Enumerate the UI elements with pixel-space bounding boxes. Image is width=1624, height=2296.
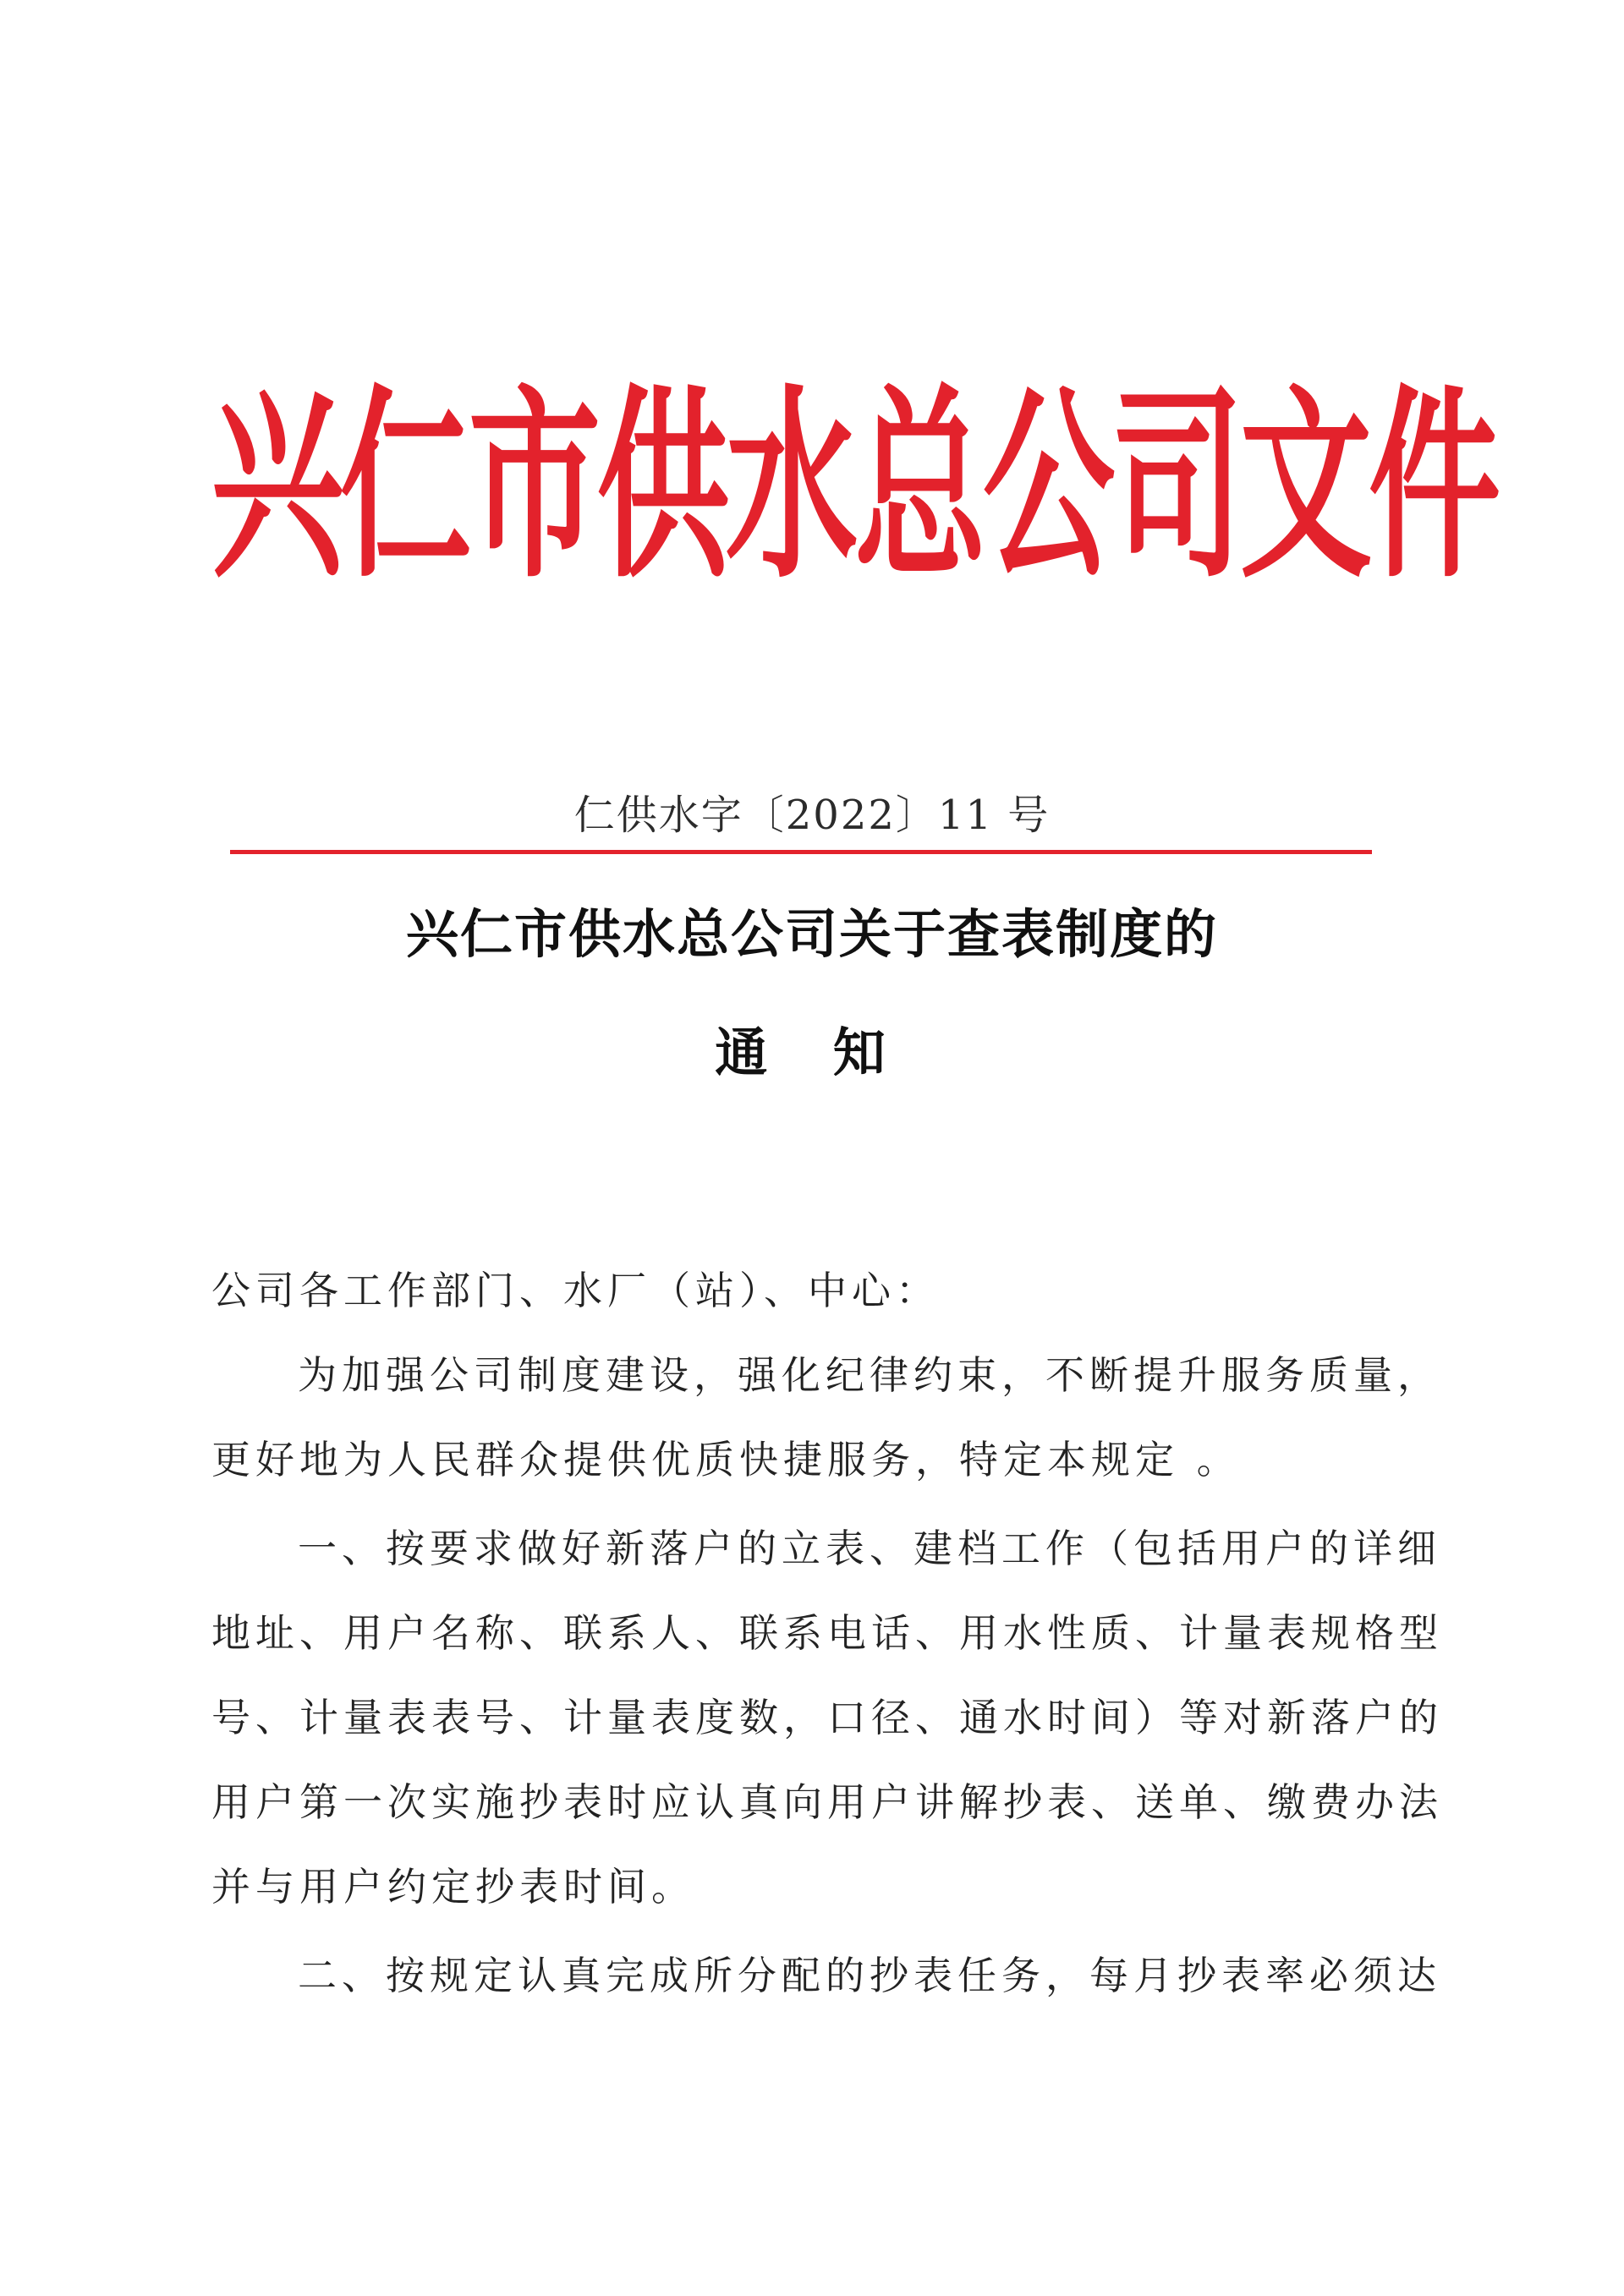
body-paragraph-line: 为加强公司制度建设，强化纪律约束，不断提升服务质量， — [298, 1352, 1441, 1398]
body-paragraph-line: 号、计量表表号、计量表度数，口径、通水时间）等对新落户的 — [211, 1695, 1443, 1740]
body-paragraph-line: 二、按规定认真完成所分配的抄表任务，每月抄表率必须达 — [298, 1953, 1441, 1998]
body-paragraph-line: 并与用户约定抄表时间。 — [211, 1864, 695, 1910]
document-number: 仁供水字〔2022〕11 号 — [573, 792, 1051, 839]
document-title-line-1: 兴仁市供水总公司关于查表制度的 — [405, 903, 1218, 965]
addressee: 公司各工作部门、水厂（站）、中心： — [211, 1268, 940, 1313]
body-paragraph-line: 地址、用户名称、联系人、联系电话、用水性质、计量表规格型 — [211, 1610, 1443, 1656]
body-paragraph-line: 更好地为人民群众提供优质快捷服务，特定本规定 。 — [211, 1437, 1241, 1482]
body-paragraph-line: 一、按要求做好新落户的立表、建档工作（包括用户的详细 — [298, 1526, 1441, 1571]
document-title-line-2: 通 知 — [715, 1022, 909, 1083]
document-issuer-header: 兴仁市供水总公司文件 — [211, 365, 1497, 606]
body-paragraph-line: 用户第一次实施抄表时应认真向用户讲解抄表、送单、缴费办法 — [211, 1779, 1443, 1825]
red-divider-rule — [230, 850, 1372, 854]
